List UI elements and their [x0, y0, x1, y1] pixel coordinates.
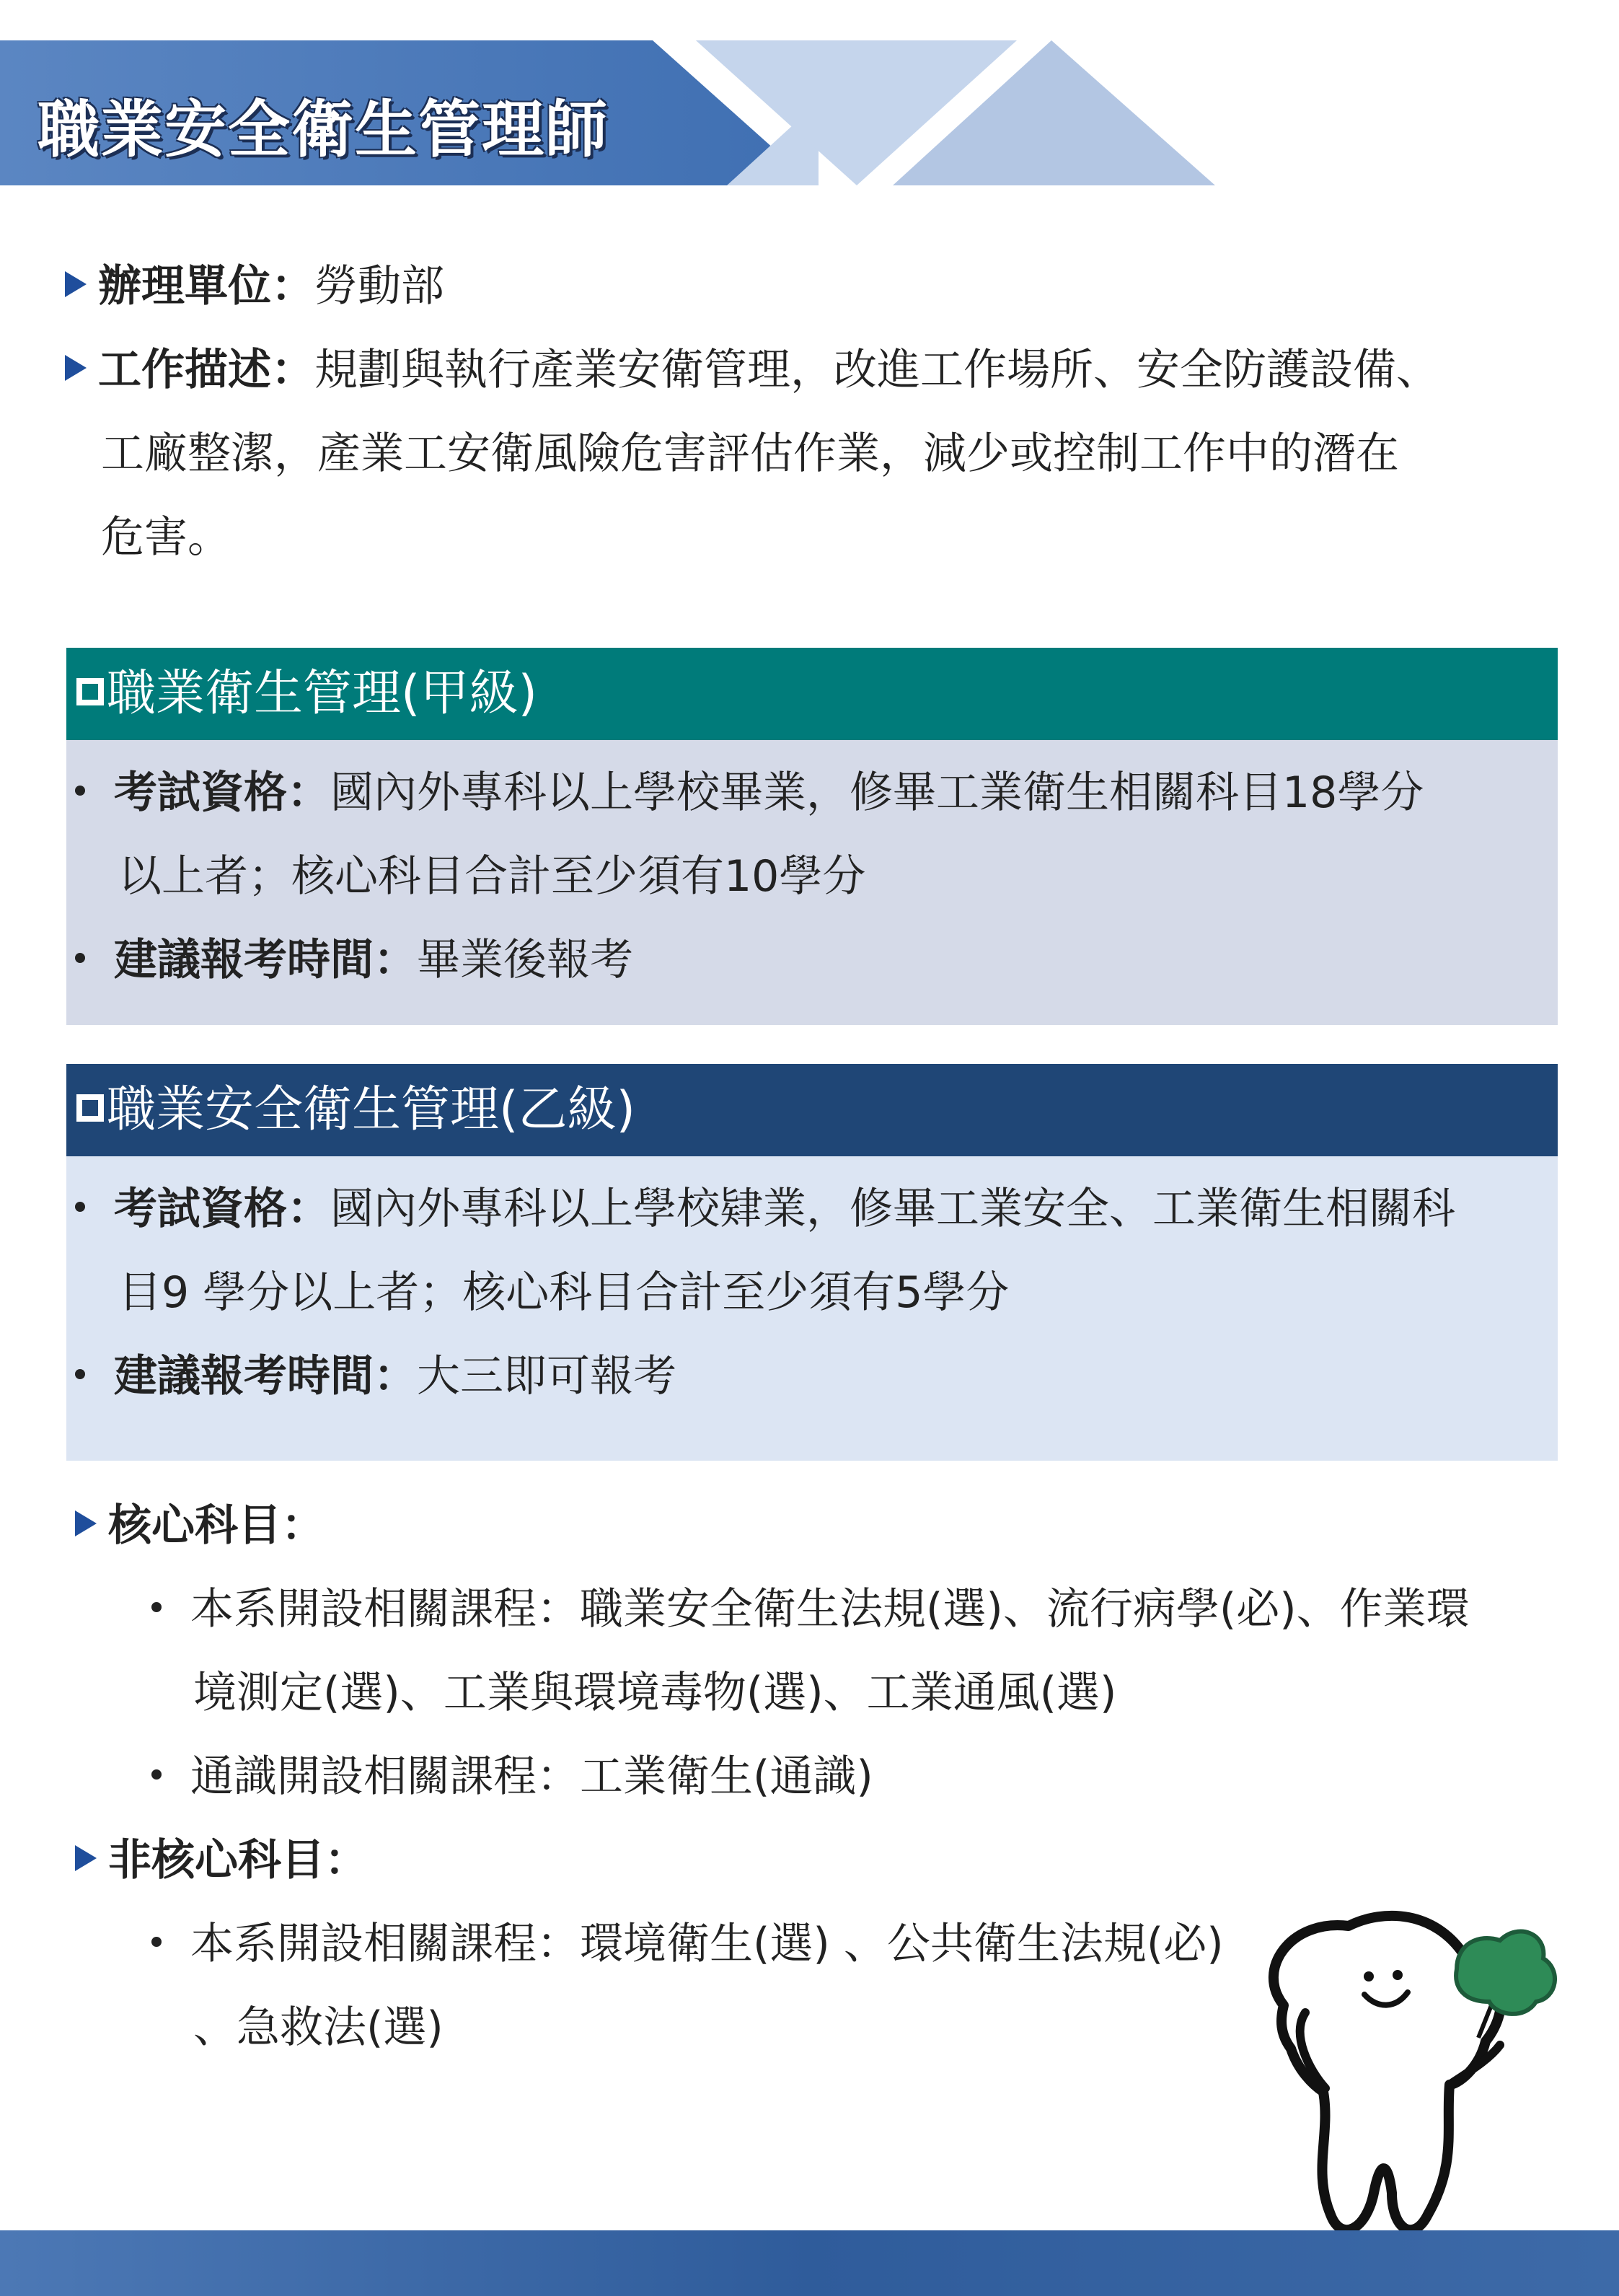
core-item-1-line-2: 境測定(選)、工業與環境毒物(選)、工業通風(選) — [193, 1668, 1117, 1718]
box-a-qual-line-2: 以上者；核心科目合計至少須有10學分 — [118, 851, 866, 902]
triangle-bullet-icon — [75, 1845, 97, 1871]
box-b-qual-line-1: 考試資格：國內外專科以上學校肄業，修畢工業安全、工業衛生相關科 — [75, 1184, 1455, 1234]
header-decor-triangles — [692, 40, 1219, 185]
desc-line-2: 工廠整潔，產業工安衛風險危害評估作業，減少或控制工作中的潛在 — [101, 428, 1399, 479]
desc-label: 工作描述 — [98, 345, 271, 395]
bullet-dot-icon — [151, 1937, 162, 1947]
box-b-title: 職業安全衛生管理(乙級) — [107, 1081, 636, 1138]
box-a-qual-line-1: 考試資格：國內外專科以上學校畢業，修畢工業衛生相關科目18學分 — [75, 767, 1424, 818]
box-a-header — [66, 648, 1558, 740]
core-item-2 — [151, 1751, 873, 1802]
triangle-bullet-icon — [65, 271, 87, 297]
bullet-dot-icon — [151, 1769, 162, 1780]
core-item-1-line-1 — [151, 1584, 1470, 1635]
box-b-header — [66, 1064, 1558, 1156]
box-a-time-label: 建議報考時間 — [114, 935, 374, 985]
square-icon — [76, 678, 104, 705]
core-item-1-text: 本系開設相關課程：職業安全衛生法規(選)、流行病學(必)、作業環 — [190, 1584, 1470, 1635]
page-title: 職業安全衛生管理師 — [38, 94, 609, 166]
box-b-time-line: 建議報考時間：大三即可報考 — [75, 1351, 676, 1402]
desc-text: 規劃與執行產業安衛管理，改進工作場所、安全防護設備、 — [314, 345, 1439, 395]
box-a-time-value: 畢業後報考 — [417, 935, 633, 985]
desc-line-1: 工作描述：規劃與執行產業安衛管理，改進工作場所、安全防護設備、 — [65, 345, 1439, 395]
bullet-dot-icon — [151, 1602, 162, 1612]
box-b-qual-text: 國內外專科以上學校肄業，修畢工業安全、工業衛生相關科 — [330, 1184, 1455, 1234]
noncore-heading-text: 非核心科目： — [108, 1835, 368, 1886]
box-b-time-value: 大三即可報考 — [417, 1351, 676, 1402]
core-heading-text: 核心科目： — [108, 1500, 325, 1551]
footer-bar — [0, 2230, 1619, 2296]
box-a-title: 職業衛生管理(甲級) — [107, 665, 538, 722]
bullet-dot-icon — [75, 1202, 85, 1212]
org-value: 勞動部 — [314, 261, 444, 312]
square-icon — [76, 1094, 104, 1122]
triangle-bullet-icon — [75, 1510, 97, 1536]
box-a-time-line: 建議報考時間：畢業後報考 — [75, 935, 633, 985]
org-line: 辦理單位：勞動部 — [65, 261, 444, 312]
tooth-mascot-icon — [1240, 1904, 1572, 2251]
noncore-heading — [75, 1835, 368, 1886]
box-b-qual-label: 考試資格 — [114, 1184, 287, 1234]
bullet-dot-icon — [75, 953, 85, 963]
core-item-2-text: 通識開設相關課程：工業衛生(通識) — [190, 1751, 873, 1802]
box-b-qual-line-2: 目9 學分以上者；核心科目合計至少須有5學分 — [118, 1267, 1010, 1318]
box-a-qual-label: 考試資格 — [114, 767, 287, 818]
bullet-dot-icon — [75, 786, 85, 796]
noncore-item-1-line-2: 、急救法(選) — [193, 2002, 444, 2053]
noncore-item-1-text: 本系開設相關課程：環境衛生(選) 、公共衛生法規(必) — [190, 1919, 1224, 1969]
box-b-time-label: 建議報考時間 — [114, 1351, 374, 1402]
desc-line-3: 危害。 — [101, 512, 231, 563]
triangle-bullet-icon — [65, 355, 87, 381]
box-a-qual-text: 國內外專科以上學校畢業，修畢工業衛生相關科目18學分 — [330, 767, 1424, 818]
bullet-dot-icon — [75, 1369, 85, 1379]
noncore-item-1-line-1 — [151, 1919, 1224, 1969]
org-label: 辦理單位 — [98, 261, 271, 312]
core-heading — [75, 1500, 325, 1551]
